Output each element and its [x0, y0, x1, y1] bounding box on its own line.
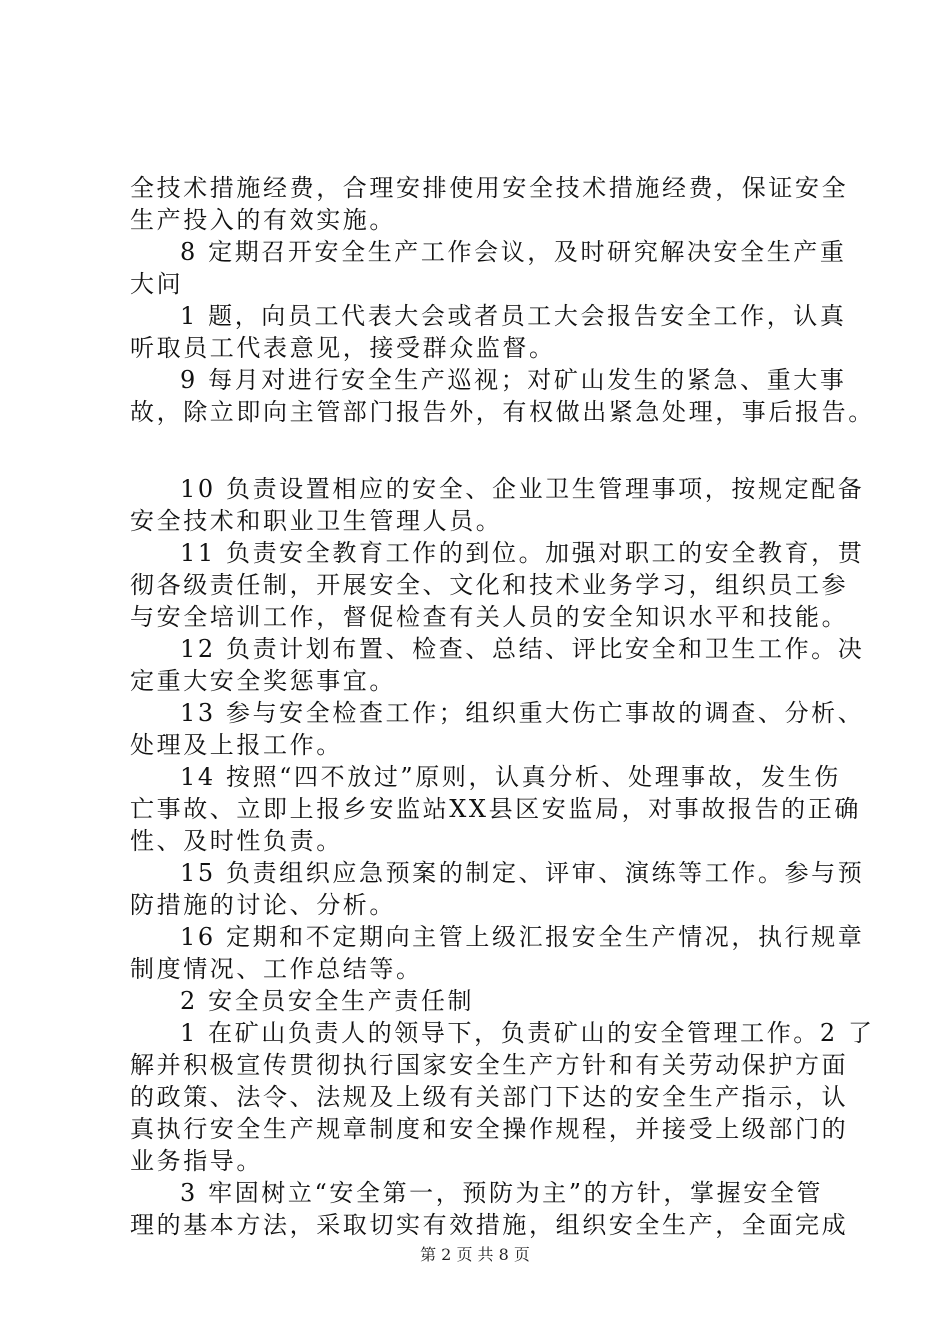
text-line: 9 每月对进行安全生产巡视；对矿山发生的紧急、重大事: [180, 366, 847, 394]
text-line: 11 负责安全教育工作的到位。加强对职工的安全教育，贯: [180, 539, 865, 567]
text-line: 1 在矿山负责人的领导下，负责矿山的安全管理工作。2 了: [180, 1019, 875, 1047]
text-line: 大问: [130, 270, 184, 298]
text-line: 10 负责设置相应的安全、企业卫生管理事项，按规定配备: [180, 475, 865, 503]
text-line: 定重大安全奖惩事宜。: [130, 667, 396, 695]
text-line: 理的基本方法，采取切实有效措施，组织安全生产，全面完成: [130, 1211, 849, 1239]
text-line: 亡事故、立即上报乡安监站XX县区安监局，对事故报告的正确: [130, 795, 861, 823]
text-line: 15 负责组织应急预案的制定、评审、演练等工作。参与预: [180, 859, 865, 887]
text-line: 1 题，向员工代表大会或者员工大会报告安全工作，认真: [180, 302, 847, 330]
page-number-footer: 第 2 页 共 8 页: [420, 1245, 530, 1264]
text-line: 性、及时性负责。: [130, 827, 343, 855]
text-line: 14 按照“四不放过”原则，认真分析、处理事故，发生伤: [180, 763, 841, 791]
text-line: 全技术措施经费，合理安排使用安全技术措施经费，保证安全: [130, 174, 849, 202]
text-line: 解并积极宣传贯彻执行国家安全生产方针和有关劳动保护方面: [130, 1051, 849, 1079]
text-line: 真执行安全生产规章制度和安全操作规程，并接受上级部门的: [130, 1115, 849, 1143]
text-line: 安全技术和职业卫生管理人员。: [130, 507, 503, 535]
paragraph-gap: [130, 428, 830, 473]
text-line: 生产投入的有效实施。: [130, 206, 396, 234]
text-line: 16 定期和不定期向主管上级汇报安全生产情况，执行规章: [180, 923, 865, 951]
text-line: 3 牢固树立“安全第一，预防为主”的方针，掌握安全管: [180, 1179, 824, 1207]
text-line: 彻各级责任制，开展安全、文化和技术业务学习，组织员工参: [130, 571, 849, 599]
text-line: 业务指导。: [130, 1147, 263, 1175]
text-line: 防措施的讨论、分析。: [130, 891, 396, 919]
section-heading: 2 安全员安全生产责任制: [180, 987, 475, 1015]
text-line: 与安全培训工作，督促检查有关人员的安全知识水平和技能。: [130, 603, 849, 631]
text-line: 12 负责计划布置、检查、总结、评比安全和卫生工作。决: [180, 635, 865, 663]
text-line: 的政策、法令、法规及上级有关部门下达的安全生产指示，认: [130, 1083, 849, 1111]
text-line: 听取员工代表意见，接受群众监督。: [130, 334, 556, 362]
text-line: 8 定期召开安全生产工作会议，及时研究解决安全生产重: [180, 238, 847, 266]
text-line: 处理及上报工作。: [130, 731, 343, 759]
text-line: 13 参与安全检查工作；组织重大伤亡事故的调查、分析、: [180, 699, 865, 727]
text-line: 制度情况、工作总结等。: [130, 955, 423, 983]
text-line: 故，除立即向主管部门报告外，有权做出紧急处理，事后报告。: [130, 398, 875, 426]
document-body: [130, 172, 875, 1241]
